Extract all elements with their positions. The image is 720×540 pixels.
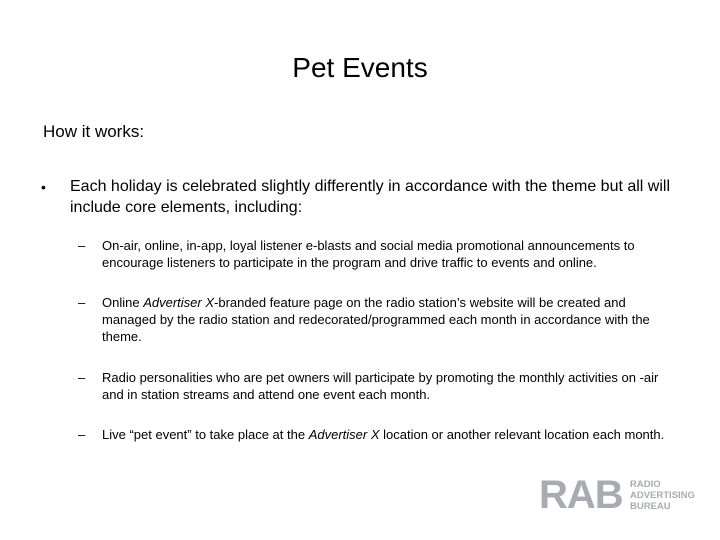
subitem-suffix: location or another relevant location each month. [379,427,665,442]
subitem-text [102,426,678,443]
bullet-marker: • [41,179,46,195]
subitem-feature-page [78,294,678,345]
slide-title: Pet Events [292,52,428,83]
subitem-prefix: Online [102,295,144,310]
subitem-radio-personalities [78,369,678,403]
bullet-text: Each holiday is celebrated slightly differently in accordance with the theme but all will include core elements, including: [70,178,671,216]
intro-text: How it works: [43,122,145,141]
dash-marker: – [78,427,86,442]
subitem-onair-promotions [78,237,678,271]
advertiser-name: Advertiser X [143,295,215,310]
logo-wordmark [630,479,695,512]
logo-mark: RAB [539,473,623,517]
subitem-text: On-air, online, in-app, loyal listener e-blasts and social media promotional announcements to encourage listeners to participate in the program and drive traffic to events and online. [102,238,635,270]
rab-logo [539,473,709,517]
subitem-suffix: -branded feature page on the radio station’s website will be created and managed by the radio station and redecorated/programmed each month in accordance with the theme. [102,295,650,344]
advertiser-name: Advertiser X [308,427,380,442]
logo-line-bureau: BUREAU [630,501,671,512]
dash-marker: – [78,370,86,385]
logo-line-radio: RADIO [630,479,661,490]
subitem-live-pet-event [78,426,678,443]
logo-line-advertising: ADVERTISING [630,490,695,501]
dash-marker: – [78,295,86,310]
dash-marker: – [78,238,86,253]
subitem-text [102,294,678,345]
subitem-text: Radio personalities who are pet owners will participate by promoting the monthly activities on -air and in station streams and attend one event each month. [102,370,659,402]
subitem-prefix: Live “pet event” to take place at the [102,427,309,442]
